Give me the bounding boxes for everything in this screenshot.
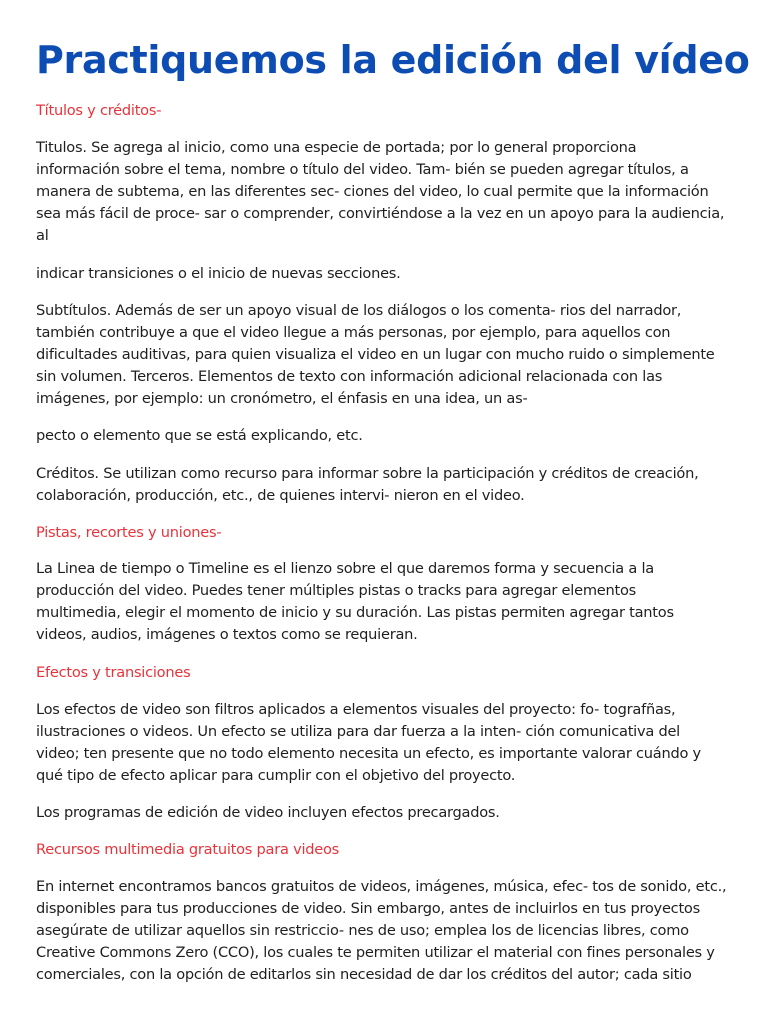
text-line: Los efectos de video son filtros aplicados a elementos visuales del proyecto: fo- tografñas,: [36, 701, 676, 718]
text-line: manera de subtema, en las diferentes sec- ciones del video, lo cual permite que la información: [36, 183, 709, 200]
text-line: qué tipo de efecto aplicar para cumplir con el objetivo del proyecto.: [36, 767, 516, 784]
text-line: también contribuye a que el video llegue a más personas, por ejemplo, para aquellos con: [36, 324, 671, 341]
text-line: La Linea de tiempo o Timeline es el lienzo sobre el que daremos forma y secuencia a la: [36, 560, 654, 577]
text-line: Creative Commons Zero (CCO), los cuales te permiten utilizar el material con fines personales y: [36, 944, 715, 961]
paragraph-aspecto: [36, 425, 740, 447]
text-line: Titulos. Se agrega al inicio, como una especie de portada; por lo general proporciona: [36, 139, 637, 156]
text-line: imágenes, por ejemplo: un cronómetro, el énfasis en una idea, un as-: [36, 390, 528, 407]
text-line: información sobre el tema, nombre o título del video. Tam- bién se pueden agregar títulos, a: [36, 161, 689, 178]
text-line: En internet encontramos bancos gratuitos de videos, imágenes, música, efec- tos de sonido, etc.,: [36, 878, 727, 895]
text-line: colaboración, producción, etc., de quienes intervi- nieron en el video.: [36, 487, 525, 504]
text-line: producción del video. Puedes tener múltiples pistas o tracks para agregar elementos: [36, 582, 637, 599]
section-heading-recursos: Recursos multimedia gratuitos para videos: [36, 841, 340, 858]
section-heading-efectos: Efectos y transiciones: [36, 664, 191, 681]
section-heading-pistas: Pistas, recortes y uniones-: [36, 524, 222, 541]
section-heading-titulos: Títulos y créditos-: [36, 102, 162, 119]
text-line: pecto o elemento que se está explicando, etc.: [36, 427, 363, 444]
text-line: videos, audios, imágenes o textos como se requieran.: [36, 626, 418, 643]
text-line: asegúrate de utilizar aquellos sin restriccio- nes de uso; emplea los de licencias libres, como: [36, 922, 689, 939]
text-line: multimedia, elegir el momento de inicio y su duración. Las pistas permiten agregar tantos: [36, 604, 674, 621]
text-line: Subtítulos. Además de ser un apoyo visual de los diálogos o los comenta- rios del narrador,: [36, 302, 682, 319]
text-line: Créditos. Se utilizan como recurso para informar sobre la participación y créditos de creación,: [36, 465, 699, 482]
paragraph-recursos: [36, 876, 740, 986]
text-line: Los programas de edición de video incluyen efectos precargados.: [36, 804, 500, 821]
text-line: sin volumen. Terceros. Elementos de texto con información adicional relacionada con las: [36, 368, 663, 385]
text-line: sea más fácil de proce- sar o comprender, convirtiéndose a la vez en un apoyo para la audiencia,: [36, 205, 725, 222]
text-line: video; ten presente que no todo elemento necesita un efecto, es importante valorar cuándo y: [36, 745, 701, 762]
text-line: dificultades auditivas, para quien visualiza el video en un lugar con mucho ruido o simplemente: [36, 346, 715, 363]
paragraph-subtitulos: [36, 300, 740, 410]
text-line: ilustraciones o videos. Un efecto se utiliza para dar fuerza a la inten- ción comunicativa del: [36, 723, 680, 740]
paragraph-creditos: [36, 463, 740, 507]
paragraph-programas: [36, 802, 740, 824]
paragraph-efectos: [36, 699, 740, 787]
paragraph-transiciones: [36, 263, 740, 285]
text-line: indicar transiciones o el inicio de nuevas secciones.: [36, 265, 401, 282]
text-line: al: [36, 227, 49, 244]
paragraph-titulos: [36, 137, 740, 247]
text-line: disponibles para tus producciones de video. Sin embargo, antes de incluirlos en tus proyectos: [36, 900, 700, 917]
paragraph-pistas: [36, 558, 740, 646]
page-title: Practiquemos la edición del vídeo: [36, 38, 750, 82]
text-line: comerciales, con la opción de editarlos sin necesidad de dar los créditos del autor; cada sitio: [36, 966, 692, 983]
